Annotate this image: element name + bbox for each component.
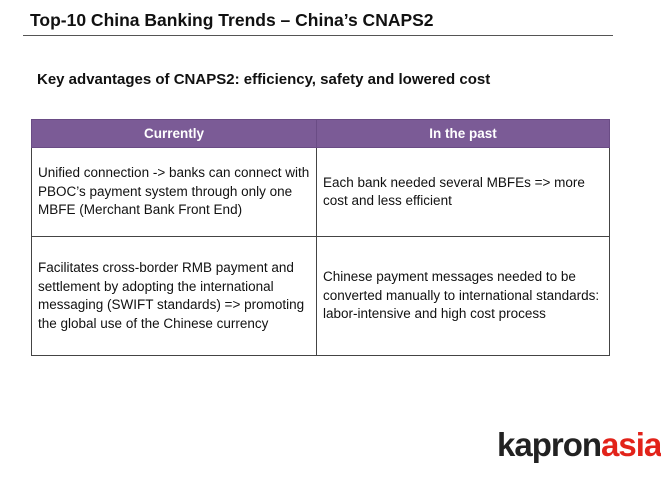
comparison-table	[31, 119, 610, 356]
kapronasia-logo	[497, 425, 661, 465]
table-header-row	[32, 120, 610, 148]
table-row	[32, 237, 610, 356]
cell-currently: Facilitates cross-border RMB payment and settlement by adopting the international messaging (SWIFT standards) => promoting the global use of the Chinese currency	[32, 237, 317, 356]
table-row	[32, 148, 610, 237]
logo-text-asia: asia	[601, 426, 661, 463]
cell-past: Each bank needed several MBFEs => more cost and less efficient	[317, 148, 610, 237]
cell-past: Chinese payment messages needed to be converted manually to international standards: labor-intensive and high cost process	[317, 237, 610, 356]
cell-currently: Unified connection -> banks can connect with PBOC’s payment system through only one MBFE (Merchant Bank Front End)	[32, 148, 317, 237]
header-in-the-past: In the past	[317, 120, 610, 148]
header-currently: Currently	[32, 120, 317, 148]
logo-text-kapron: kapron	[497, 426, 602, 463]
slide-subtitle: Key advantages of CNAPS2: efficiency, safety and lowered cost	[37, 71, 491, 88]
slide-title: Top-10 China Banking Trends – China’s CNAPS2	[30, 10, 434, 30]
title-divider	[23, 35, 613, 36]
